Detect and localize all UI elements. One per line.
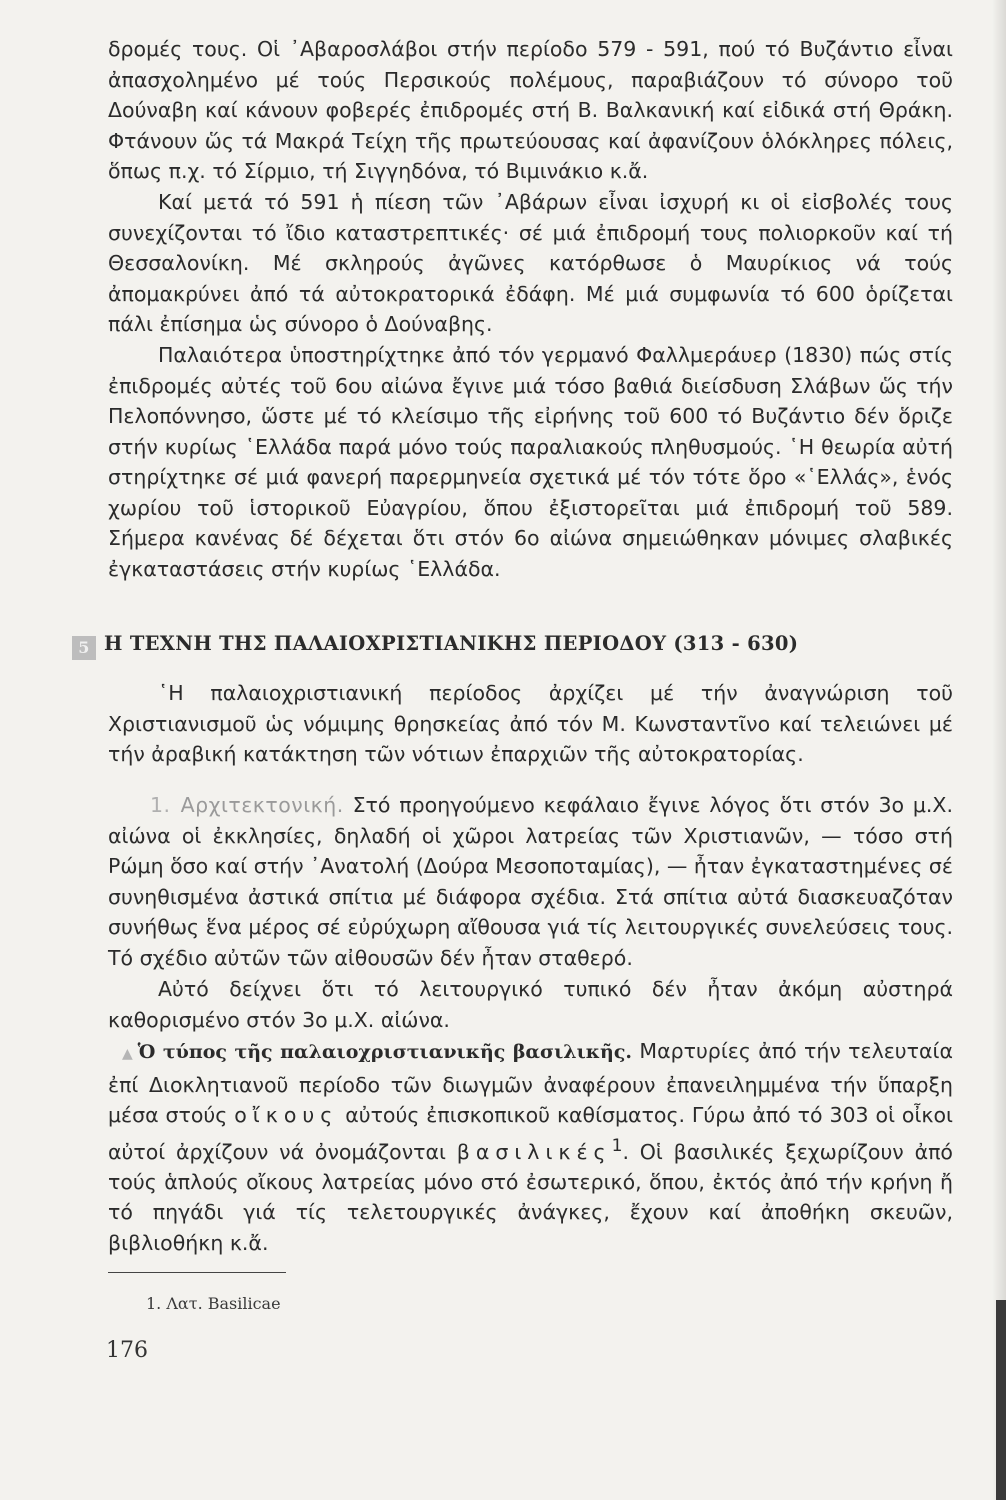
paragraph-text-end: . Οἱ βασιλικές ξεχωρίζουν ἀπό τούς ἁπλούς οἴκους λατρείας μόνο στό ἐσωτερικό, ὅπου, ἐκτός ἀπό τήν κρήνη ἤ τό πηγάδι γιά τίς τελετουργικές ἀνάγκες, ἔχουν καί ἀποθήκη σκευῶν, βιβλιοθήκη κ.ἄ.: [108, 1139, 953, 1255]
paragraph-text: Μαρτυρίες ἀπό τήν τελευταία ἐπί Διοκλητιανοῦ περίοδο τῶν διωγμῶν ἀναφέρουν ἐπανειλημμένα τήν ὕπαρξη μέσα στούς: [108, 1039, 953, 1127]
paragraph-basilica: [108, 1036, 953, 1258]
paragraph-text-cont: αὐτούς ἐπισκοπικοῦ καθίσματος. Γύρω ἀπό τό 303 οἱ οἶκοι αὐτοί ἀρχίζουν νά ὀνομάζονται: [108, 1103, 953, 1164]
spaced-word-oikous: οἴκους: [234, 1103, 339, 1127]
footnote: 1. Λατ. Basilicae: [146, 1294, 281, 1313]
paragraph-text: Αὐτό δείχνει ὅτι τό λειτουργικό τυπικό δέν ἦταν ἀκόμη αὐστηρά καθορισμένο στόν 3ο μ.Χ. αἰώνα.: [108, 977, 953, 1032]
paragraph-intro: [108, 678, 953, 770]
section-number-badge: 5: [72, 636, 96, 660]
paragraph-avar-raids: [108, 34, 953, 187]
paragraph-text: δρομές τους. Οἱ ᾿Αβαροσλάβοι στήν περίοδο 579 - 591, πού τό Βυζάντιο εἶναι ἀπασχολημένο μέ τούς Περσικούς πολέμους, παραβιάζουν τό σύνορο τοῦ Δούναβη καί κάνουν φοβερές ἐπιδρομές στή Β. Βαλκανική καί εἰδικά στή Θράκη. Φτάνουν ὥς τά Μακρά Τείχη τῆς πρωτεύουσας καί ἀφανίζουν ὁλόκληρες πόλεις, ὅπως π.χ. τό Σίρμιο, τή Σιγγηδόνα, τό Βιμινάκιο κ.ἄ.: [108, 37, 953, 183]
paragraph-architecture: [108, 790, 953, 973]
paragraph-fallmerayer: [108, 340, 953, 584]
paragraph-text: Παλαιότερα ὑποστηρίχτηκε ἀπό τόν γερμανό Φαλλμεράυερ (1830) πώς στίς ἐπιδρομές αὐτές τοῦ 6ου αἰώνα ἔγινε μιά τόσο βαθιά διείσδυση Σλάβων ὥς τήν Πελοπόννησο, ὥστε μέ τό κλείσιμο τῆς εἰρήνης τοῦ 600 τό Βυζάντιο δέν ὅριζε στήν κυρίως ῾Ελλάδα παρά μόνο τούς παραλιακούς πληθυσμούς. ῾Η θεωρία αὐτή στηρίχτηκε σέ μιά φανερή παρερμηνεία σχετικά μέ τόν τότε ὅρο «῾Ελλάς», ἑνός χωρίου τοῦ ἱστορικοῦ Εὐαγρίου, ὅπου ἐξιστορεῖται μιά ἐπιδρομή τοῦ 589. Σήμερα κανένας δέ δέχεται ὅτι στόν 6ο αἰώνα σημειώθηκαν μόνιμες σλαβικές ἐγκαταστάσεις στήν κυρίως ῾Ελλάδα.: [108, 343, 953, 581]
paragraph-text: ῾Η παλαιοχριστιανική περίοδος ἀρχίζει μέ τήν ἀναγνώριση τοῦ Χριστιανισμοῦ ὡς νόμιμης θρησκείας ἀπό τόν Μ. Κωνσταντῖνο καί τελειώνει μέ τήν ἀραβική κατάκτηση τῶν νότιων ἐπαρχιῶν τῆς αὐτοκρατορίας.: [108, 681, 953, 766]
section-title: Η ΤΕΧΝΗ ΤΗΣ ΠΑΛΑΙΟΧΡΙΣΤΙΑΝΙΚΗΣ ΠΕΡΙΟΔΟΥ (313 - 630): [104, 632, 799, 655]
paragraph-liturgy: [108, 974, 953, 1035]
paragraph-after-591: [108, 187, 953, 340]
triangle-marker-icon: ▲: [122, 1046, 134, 1062]
paragraph-text: Στό προηγούμενο κεφάλαιο ἔγινε λόγος ὅτι στόν 3ο μ.Χ. αἰώνα οἱ ἐκκλησίες, δηλαδή οἱ χῶροι λατρείας τῶν Χριστιανῶν, — τόσο στή Ρώμη ὅσο καί στήν ᾿Ανατολή (Δούρα Μεσοποταμίας), — ἦταν ἐγκαταστημένες σέ συνηθισμένα ἀστικά σπίτια μέ διάφορα σχέδια. Στά σπίτια αὐτά διασκευαζόταν συνήθως ἕνα μέρος σέ εὐρύχωρη αἴθουσα γιά τίς λειτουργικές συνελεύσεις τους. Τό σχέδιο αὐτῶν τῶν αἰθουσῶν δέν ἦταν σταθερό.: [108, 793, 953, 970]
section-heading: [72, 632, 952, 660]
footnote-ref: 1: [611, 1135, 623, 1156]
paragraph-text: Καί μετά τό 591 ἡ πίεση τῶν ᾿Αβάρων εἶναι ἰσχυρή κι οἱ εἰσβολές τους συνεχίζονται τό ἴδιο καταστρεπτικές· σέ μιά ἐπιδρομή τους πολιορκοῦν καί τή Θεσσαλονίκη. Μέ σκληρούς ἀγῶνες κατόρθωσε ὁ Μαυρίκιος νά τούς ἀπομακρύνει ἀπό τά αὐτοκρατορικά ἐδάφη. Μέ μιά συμφωνία τό 600 ὁρίζεται πάλι ἐπίσημα ὡς σύνορο ὁ Δούναβης.: [108, 190, 953, 336]
subsection-number: 1.: [150, 793, 171, 817]
footnote-divider: [108, 1272, 286, 1273]
page-edge-shadow: [992, 0, 1006, 1500]
page-number: 176: [106, 1338, 148, 1363]
spaced-word-basilikes: βασιλικές: [456, 1139, 612, 1164]
subsection-title: Αρχιτεκτονική.: [180, 793, 344, 817]
subheading-title: Ὁ τύπος τῆς παλαιοχριστιανικῆς βασιλικῆς.: [137, 1041, 633, 1063]
page-edge-dark: [996, 1300, 1006, 1500]
